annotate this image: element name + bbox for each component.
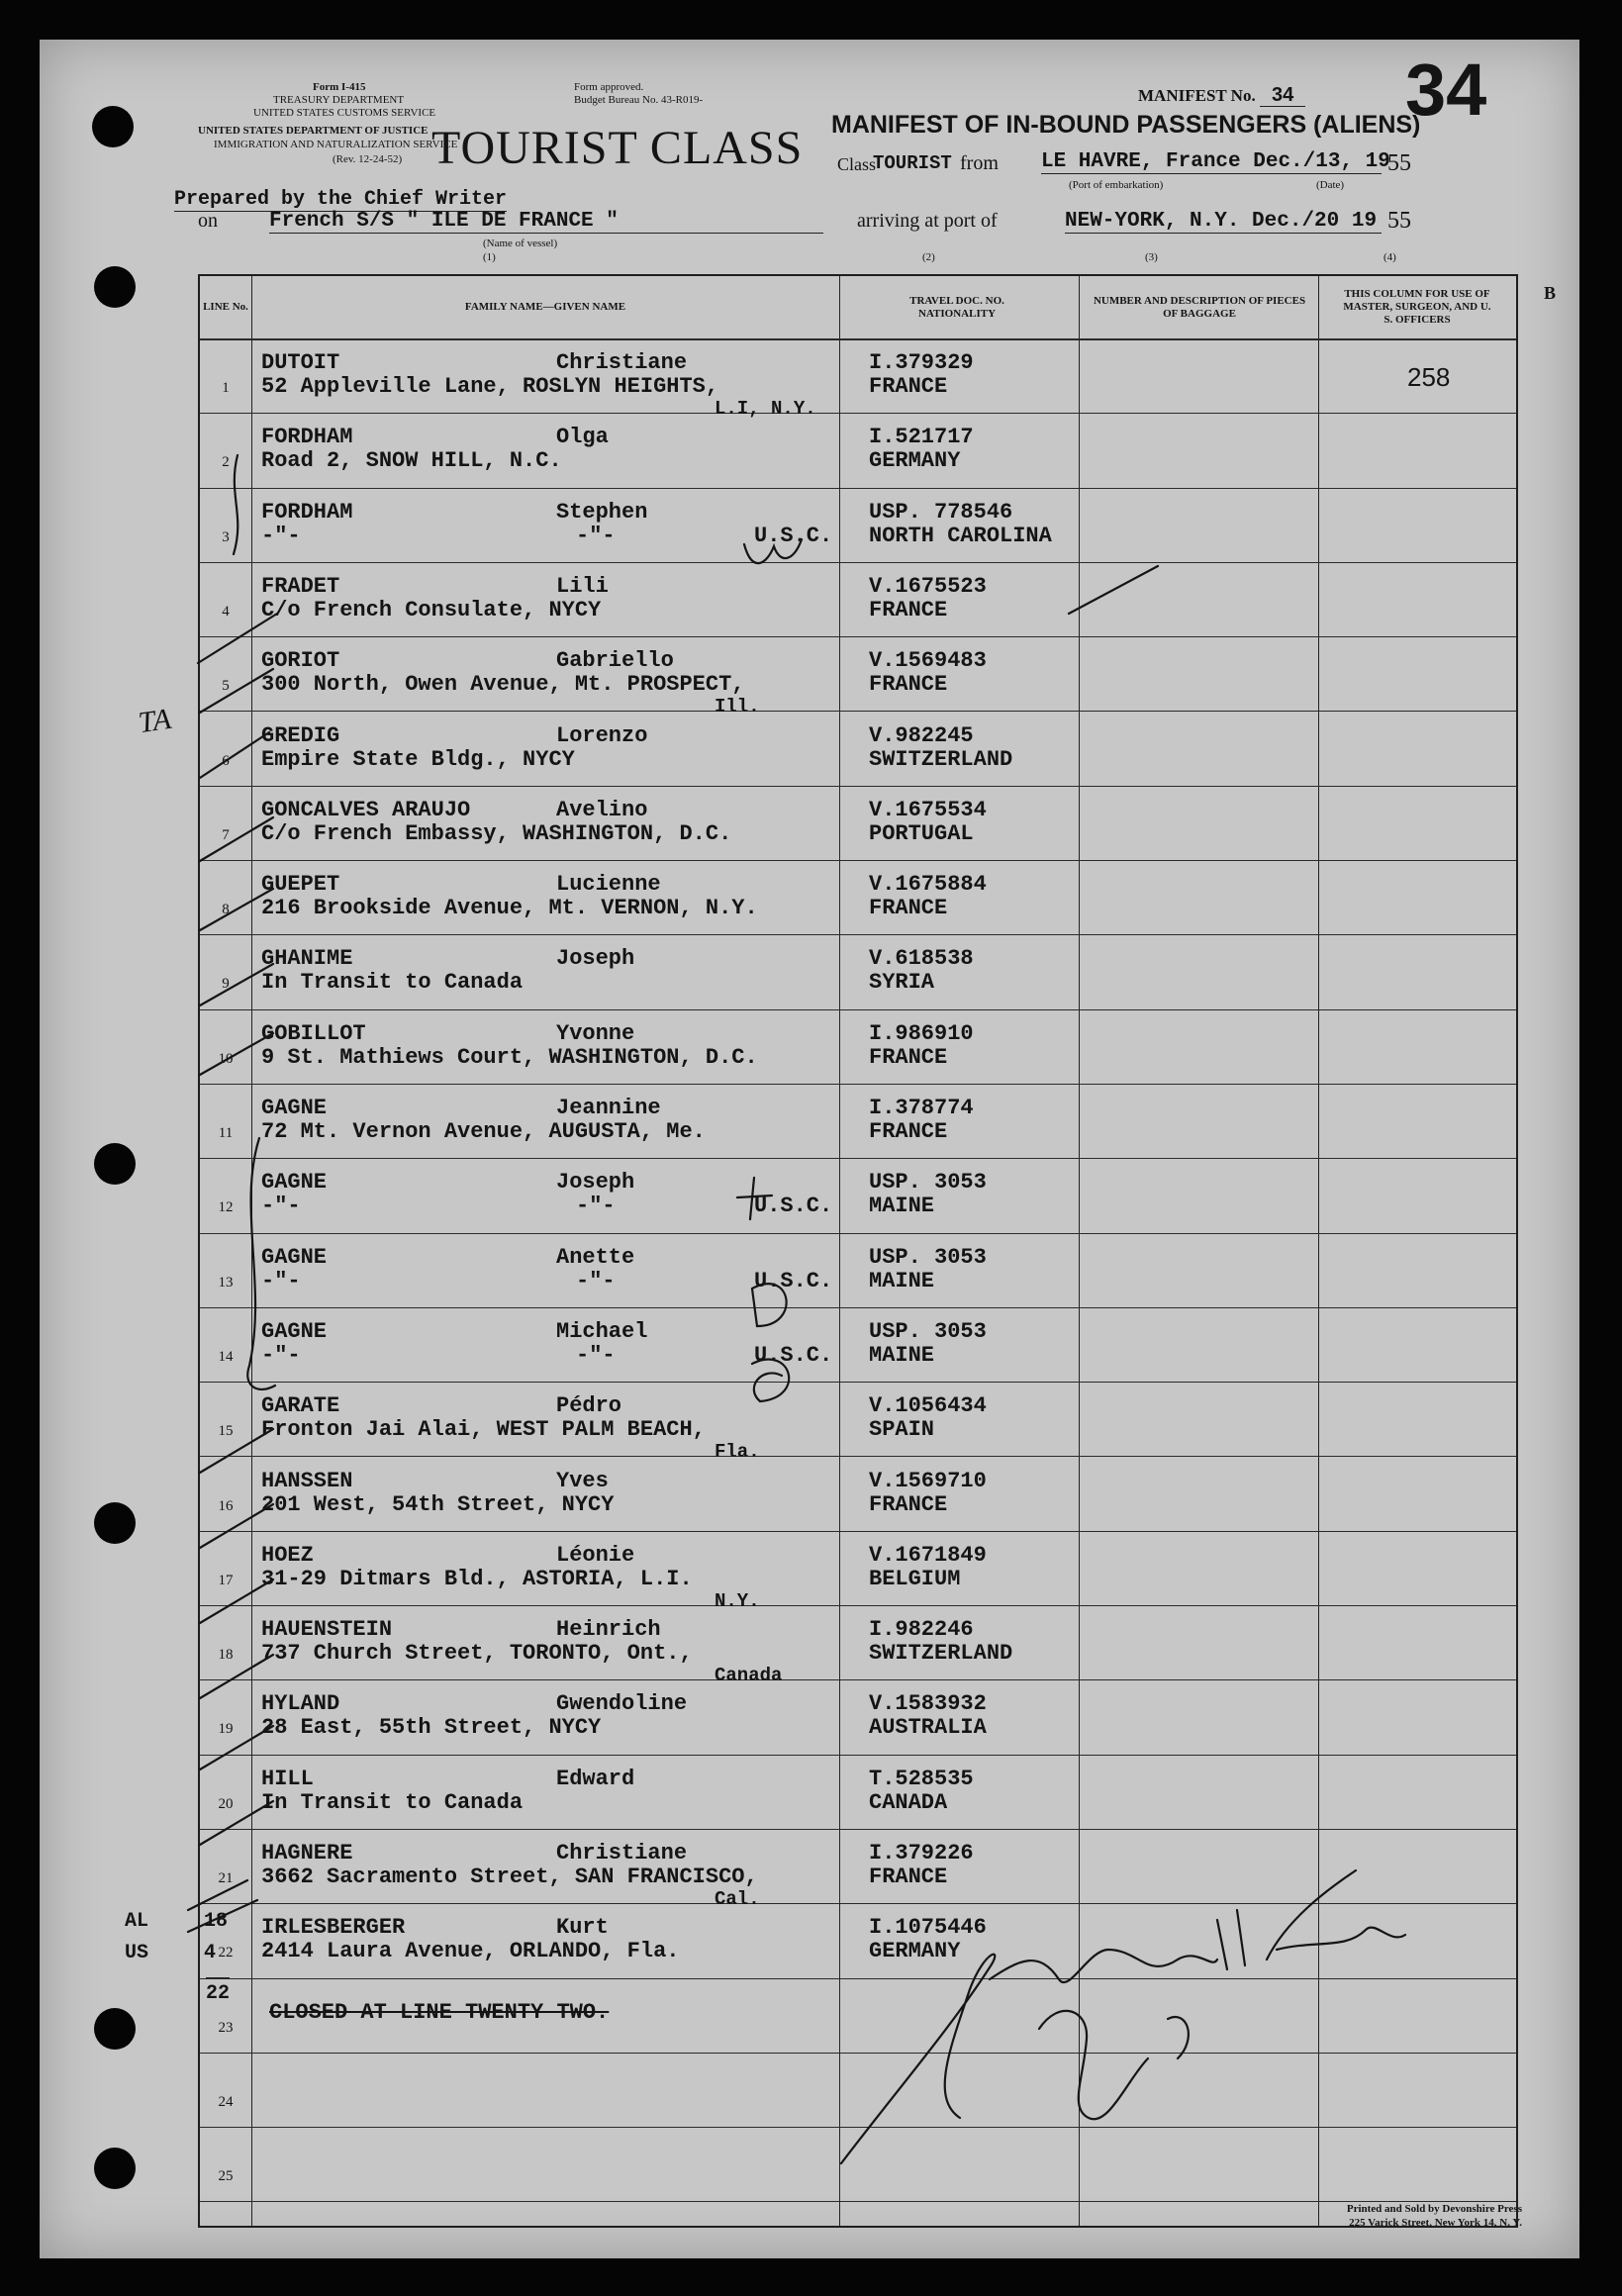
given-ditto: -"- <box>576 523 616 548</box>
line-number: 23 <box>218 2019 234 2036</box>
line-number: 19 <box>218 1721 234 1738</box>
manifest-table <box>198 274 1518 2228</box>
nationality: FRANCE <box>869 374 948 399</box>
nationality: SYRIA <box>869 970 935 996</box>
given-name: Kurt <box>556 1915 609 1941</box>
travel-doc-number: V.1583932 <box>869 1691 987 1717</box>
citizen-count-label: US <box>125 1942 149 1964</box>
column-caption: (1) <box>483 251 496 263</box>
line-number: 8 <box>222 902 230 918</box>
address: Fronton Jai Alai, WEST PALM BEACH, <box>261 1417 706 1443</box>
citizen-count: 4 <box>204 1942 217 1964</box>
class-value: TOURIST <box>873 152 952 174</box>
address-ditto: -"- <box>261 1342 301 1368</box>
alien-count-label: AL <box>125 1910 149 1933</box>
family-name: HYLAND <box>261 1691 340 1717</box>
date-caption: (Date) <box>1316 179 1345 191</box>
address-continued: Ill. <box>715 696 760 718</box>
address: Road 2, SNOW HILL, N.C. <box>261 448 562 474</box>
given-name: Olga <box>556 425 609 450</box>
form-revision: (Rev. 12-24-52) <box>333 153 403 165</box>
table-row <box>200 860 1516 934</box>
address: 216 Brookside Avenue, Mt. VERNON, N.Y. <box>261 896 758 921</box>
table-row <box>200 1829 1516 1910</box>
line-number: 2 <box>222 454 230 471</box>
given-name: Edward <box>556 1766 635 1791</box>
class-label: Class <box>837 154 877 174</box>
nationality: FRANCE <box>869 1865 948 1889</box>
address: 3662 Sacramento Street, SAN FRANCISCO, <box>261 1865 758 1889</box>
column-header-officers: THIS COLUMN FOR USE OF MASTER, SURGEON, AND U. S. OFFICERS <box>1343 288 1491 326</box>
travel-doc-number: I.379329 <box>869 350 974 375</box>
family-name: GORIOT <box>261 648 340 674</box>
given-ditto: -"- <box>576 1268 616 1293</box>
line-number: 4 <box>222 603 230 620</box>
travel-doc-number: USP. 3053 <box>869 1318 987 1344</box>
nationality: FRANCE <box>869 1119 948 1144</box>
table-row <box>200 1605 1516 1687</box>
from-year: 55 <box>1387 150 1411 176</box>
travel-doc-number: USP. 3053 <box>869 1170 987 1196</box>
nationality: MAINE <box>869 1268 935 1293</box>
table-row <box>200 1755 1516 1829</box>
citizenship-note: U.S.C. <box>754 1342 833 1368</box>
given-name: Avelino <box>556 797 648 822</box>
family-name: FORDHAM <box>261 499 353 525</box>
table-row <box>200 2127 1516 2201</box>
travel-doc-number: V.1675884 <box>869 872 987 898</box>
line-number: 17 <box>218 1572 234 1588</box>
family-name: DUTOIT <box>261 350 340 375</box>
nationality: FRANCE <box>869 1491 948 1517</box>
column-header-name: FAMILY NAME—GIVEN NAME <box>464 301 626 313</box>
line-number: 7 <box>222 826 230 843</box>
travel-doc-number: V.1671849 <box>869 1542 987 1568</box>
nationality: BELGIUM <box>869 1566 961 1591</box>
binder-hole <box>94 266 136 308</box>
tourist-class-stamp: TOURIST CLASS <box>431 122 804 174</box>
given-name: Joseph <box>556 946 635 972</box>
family-name: HAUENSTEIN <box>261 1617 393 1643</box>
address: In Transit to Canada <box>261 970 524 996</box>
on-label: on <box>198 210 218 232</box>
family-name: GOBILLOT <box>261 1020 366 1046</box>
binder-hole <box>94 2148 136 2189</box>
table-row <box>200 1158 1516 1232</box>
nationality: GERMANY <box>869 1939 961 1964</box>
travel-doc-number: V.618538 <box>869 946 974 972</box>
manifest-number-label: MANIFEST No. 34 <box>1138 84 1305 107</box>
printer-address: 225 Varick Street, New York 14, N. Y. <box>1349 2217 1522 2229</box>
address: CLOSED AT LINE TWENTY TWO. <box>269 1999 610 2025</box>
address-continued: Cal. <box>715 1888 760 1910</box>
table-row <box>200 636 1516 718</box>
dept-line: IMMIGRATION AND NATURALIZATION SERVICE <box>214 139 458 150</box>
travel-doc-number: I.379226 <box>869 1841 974 1866</box>
table-row <box>200 413 1516 487</box>
nationality: FRANCE <box>869 597 948 622</box>
family-name: GUEPET <box>261 872 340 898</box>
table-row <box>200 1978 1516 2053</box>
travel-doc-number: I.982246 <box>869 1617 974 1643</box>
address: In Transit to Canada <box>261 1789 524 1815</box>
column-caption: (2) <box>922 251 935 263</box>
travel-doc-number: I.521717 <box>869 425 974 450</box>
family-name: HAGNERE <box>261 1841 353 1866</box>
family-name: IRLESBERGER <box>261 1915 406 1941</box>
table-row <box>200 1084 1516 1158</box>
travel-doc-number: I.986910 <box>869 1020 974 1046</box>
dept-line: UNITED STATES DEPARTMENT OF JUSTICE <box>198 125 429 137</box>
table-row <box>200 2053 1516 2127</box>
address: 201 West, 54th Street, NYCY <box>261 1491 615 1517</box>
port-caption: (Port of embarkation) <box>1069 179 1164 191</box>
table-row <box>200 786 1516 860</box>
given-name: Lucienne <box>556 872 661 898</box>
given-name: Michael <box>556 1318 648 1344</box>
given-name: Gabriello <box>556 648 674 674</box>
given-name: Lorenzo <box>556 722 648 748</box>
line-number: 22 <box>218 1945 234 1961</box>
binder-hole <box>92 106 134 147</box>
form-approval: Form approved. <box>574 81 644 93</box>
line-number: 10 <box>218 1050 234 1067</box>
given-name: Christiane <box>556 1841 688 1866</box>
table-row <box>200 1457 1516 1531</box>
given-ditto: -"- <box>576 1194 616 1219</box>
travel-doc-number: I.1075446 <box>869 1915 987 1941</box>
address-continued: L.I, N.Y. <box>715 398 816 420</box>
travel-doc-number: USP. 3053 <box>869 1244 987 1270</box>
margin-note: TA <box>136 702 173 740</box>
nationality: MAINE <box>869 1194 935 1219</box>
address-continued: N.Y. <box>715 1589 760 1612</box>
nationality: MAINE <box>869 1342 935 1368</box>
manifest-big-number: 34 <box>1405 48 1487 131</box>
total-count: 22 <box>206 1977 230 2005</box>
column-caption: (3) <box>1145 251 1158 263</box>
table-row <box>200 1382 1516 1464</box>
side-mark: B <box>1544 283 1557 303</box>
manifest-title: MANIFEST OF IN-BOUND PASSENGERS (ALIENS) <box>831 111 1421 139</box>
address-continued: Canada <box>715 1665 783 1687</box>
given-name: Yvonne <box>556 1020 635 1046</box>
citizenship-note: U.S.C. <box>754 523 833 548</box>
nationality: GERMANY <box>869 448 961 474</box>
line-number: 16 <box>218 1497 234 1514</box>
family-name: FORDHAM <box>261 425 353 450</box>
table-row <box>200 1233 1516 1307</box>
address: 28 East, 55th Street, NYCY <box>261 1715 602 1741</box>
table-row <box>200 712 1516 786</box>
arriving-year: 55 <box>1387 208 1411 234</box>
address: 737 Church Street, TORONTO, Ont., <box>261 1641 693 1667</box>
nationality: FRANCE <box>869 1044 948 1070</box>
travel-doc-number: V.1569483 <box>869 648 987 674</box>
officer-note: 258 <box>1407 362 1451 392</box>
given-name: Yves <box>556 1468 609 1493</box>
binder-hole <box>94 1143 136 1185</box>
table-row <box>200 488 1516 562</box>
line-number: 15 <box>218 1423 234 1440</box>
given-name: Lili <box>556 573 609 599</box>
nationality: FRANCE <box>869 896 948 921</box>
family-name: GREDIG <box>261 722 340 748</box>
line-number: 9 <box>222 976 230 993</box>
travel-doc-number: V.982245 <box>869 722 974 748</box>
table-row <box>200 934 1516 1008</box>
given-name: Léonie <box>556 1542 635 1568</box>
nationality: AUSTRALIA <box>869 1715 987 1741</box>
given-name: Christiane <box>556 350 688 375</box>
line-number: 25 <box>218 2168 234 2185</box>
line-number: 18 <box>218 1647 234 1664</box>
family-name: GAGNE <box>261 1244 328 1270</box>
address: 31-29 Ditmars Bld., ASTORIA, L.I. <box>261 1566 693 1591</box>
line-number: 6 <box>222 752 230 769</box>
address: 2414 Laura Avenue, ORLANDO, Fla. <box>261 1939 680 1964</box>
citizenship-note: U.S.C. <box>754 1268 833 1293</box>
line-number: 14 <box>218 1348 234 1365</box>
family-name: GAGNE <box>261 1318 328 1344</box>
address: 9 St. Mathiews Court, WASHINGTON, D.C. <box>261 1044 758 1070</box>
arriving-port: NEW-YORK, N.Y. Dec./20 19 <box>1065 210 1382 234</box>
family-name: GHANIME <box>261 946 353 972</box>
printer-line: Printed and Sold by Devonshire Press <box>1346 2203 1522 2215</box>
vessel-caption: (Name of vessel) <box>483 238 558 249</box>
given-ditto: -"- <box>576 1342 616 1368</box>
travel-doc-number: V.1675534 <box>869 797 987 822</box>
table-row <box>200 1307 1516 1382</box>
address-ditto: -"- <box>261 523 301 548</box>
given-name: Pédro <box>556 1393 622 1419</box>
nationality: FRANCE <box>869 672 948 698</box>
manifest-sheet <box>40 40 1579 2258</box>
alien-count: 18 <box>204 1910 229 1933</box>
nationality: NORTH CAROLINA <box>869 523 1052 548</box>
dept-line: UNITED STATES CUSTOMS SERVICE <box>253 107 436 119</box>
table-row <box>200 1009 1516 1084</box>
binder-hole <box>94 2008 136 2050</box>
binder-hole <box>94 1502 136 1544</box>
line-number: 12 <box>218 1199 234 1216</box>
line-number: 5 <box>222 678 230 695</box>
vessel-name: French S/S " ILE DE FRANCE " <box>269 210 823 234</box>
family-name: HOEZ <box>261 1542 314 1568</box>
line-number: 13 <box>218 1274 234 1291</box>
family-name: GAGNE <box>261 1096 328 1120</box>
travel-doc-number: V.1569710 <box>869 1468 987 1493</box>
column-caption: (4) <box>1383 251 1396 263</box>
address: C/o French Embassy, WASHINGTON, D.C. <box>261 820 732 846</box>
travel-doc-number: V.1056434 <box>869 1393 987 1419</box>
address: 72 Mt. Vernon Avenue, AUGUSTA, Me. <box>261 1119 706 1144</box>
travel-doc-number: T.528535 <box>869 1766 974 1791</box>
line-number: 21 <box>218 1870 234 1886</box>
table-row <box>200 1903 1516 1977</box>
nationality: CANADA <box>869 1789 948 1815</box>
given-name: Jeannine <box>556 1096 661 1120</box>
nationality: SWITZERLAND <box>869 1641 1013 1667</box>
travel-doc-number: I.378774 <box>869 1096 974 1120</box>
given-name: Anette <box>556 1244 635 1270</box>
family-name: HANSSEN <box>261 1468 353 1493</box>
travel-doc-number: V.1675523 <box>869 573 987 599</box>
family-name: GAGNE <box>261 1170 328 1196</box>
from-label: from <box>960 152 999 174</box>
given-name: Joseph <box>556 1170 635 1196</box>
line-number: 24 <box>218 2093 234 2110</box>
address-ditto: -"- <box>261 1194 301 1219</box>
table-row <box>200 1531 1516 1612</box>
table-row <box>200 1679 1516 1754</box>
table-row <box>200 338 1516 420</box>
line-number: 20 <box>218 1795 234 1812</box>
from-value: LE HAVRE, France Dec./13, 19 <box>1041 150 1390 173</box>
address-ditto: -"- <box>261 1268 301 1293</box>
column-header-travel-doc: TRAVEL DOC. NO. NATIONALITY <box>909 294 1004 320</box>
address: C/o French Consulate, NYCY <box>261 597 602 622</box>
line-number: 3 <box>222 528 230 545</box>
column-header-line: LINE No. <box>203 301 248 313</box>
nationality: PORTUGAL <box>869 820 974 846</box>
form-number: Form I-415 <box>313 81 366 93</box>
nationality: SPAIN <box>869 1417 935 1443</box>
manifest-number: 34 <box>1260 84 1305 107</box>
dept-line: TREASURY DEPARTMENT <box>273 94 405 106</box>
arriving-label: arriving at port of <box>857 210 998 232</box>
given-name: Heinrich <box>556 1617 661 1643</box>
nationality: SWITZERLAND <box>869 746 1013 772</box>
family-name: FRADET <box>261 573 340 599</box>
given-name: Stephen <box>556 499 648 525</box>
family-name: HILL <box>261 1766 314 1791</box>
form-approval: Budget Bureau No. 43-R019- <box>574 94 704 106</box>
address: 300 North, Owen Avenue, Mt. PROSPECT, <box>261 672 745 698</box>
table-row <box>200 562 1516 636</box>
prepared-by: Prepared by the Chief Writer <box>174 188 508 211</box>
travel-doc-number: USP. 778546 <box>869 499 1013 525</box>
address: Empire State Bldg., NYCY <box>261 746 575 772</box>
citizenship-note: U.S.C. <box>754 1194 833 1219</box>
address-continued: Fla. <box>715 1441 760 1464</box>
address: 52 Appleville Lane, ROSLYN HEIGHTS, <box>261 374 719 399</box>
family-name: GARATE <box>261 1393 340 1419</box>
column-header-baggage: NUMBER AND DESCRIPTION OF PIECES OF BAGGAGE <box>1093 294 1306 320</box>
family-name: GONCALVES ARAUJO <box>261 797 471 822</box>
line-number: 11 <box>218 1125 234 1141</box>
line-number: 1 <box>222 380 230 396</box>
given-name: Gwendoline <box>556 1691 688 1717</box>
